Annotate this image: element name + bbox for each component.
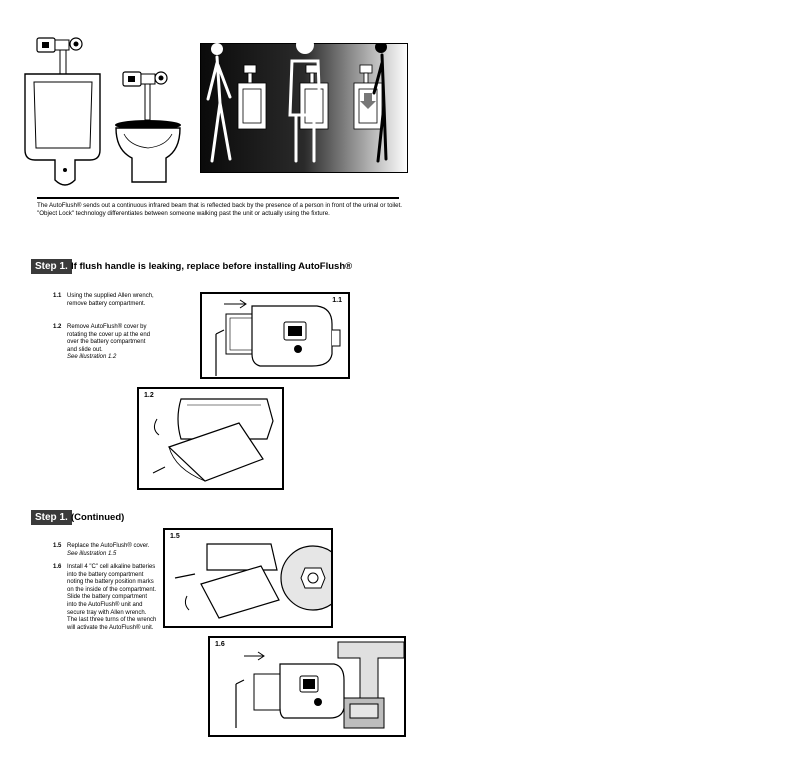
step1-item-5 [53, 543, 163, 561]
figure-1-2 [137, 387, 284, 490]
item-reference: See illustration 1.2 [67, 354, 117, 361]
item-number: 1.6 [53, 564, 62, 570]
step1-item-1 [53, 293, 163, 323]
intro-caption: The AutoFlush® sends out a continuous infrared beam that is reflected back by the presence of a person in front of the urinal or toilet. "Object Lock" technology differentiates between someone walking past the unit or actually using the fixture. [37, 202, 403, 218]
item-text: Remove AutoFlush® cover by rotating the cover up at the end over the battery compartment and slide out. [67, 324, 151, 353]
step1-continued-title: (Continued) [71, 512, 125, 523]
detection-sequence-illustration [200, 43, 408, 173]
section-divider [37, 197, 399, 199]
figure-1-5 [163, 528, 333, 628]
figure-label: 1.1 [332, 297, 342, 304]
urinal-toilet-illustration [20, 30, 200, 190]
cover-removal-drawing [139, 389, 282, 488]
figure-1-6 [208, 636, 406, 737]
battery-removal-drawing [202, 294, 348, 377]
figure-label: 1.6 [215, 641, 225, 648]
figure-label: 1.2 [144, 392, 154, 399]
item-text: Install 4 "C" cell alkaline batteries into the battery compartment noting the battery position marks on the inside of the compartment. Slide the battery compartment into the AutoFlush® unit and secure tray with Allen wrench. The last three turns of the wrench will activate the AutoFlush® unit. [67, 564, 157, 631]
item-number: 1.2 [53, 324, 62, 330]
figure-label: 1.5 [170, 533, 180, 540]
battery-installation-drawing [210, 638, 404, 735]
cover-replacement-drawing [165, 530, 331, 626]
item-reference: See illustration 1.5 [67, 550, 117, 557]
item-text: Replace the AutoFlush® cover. [67, 543, 150, 549]
step1-item-2 [53, 324, 163, 374]
step1-item-6 [53, 564, 163, 674]
step1-title: If flush handle is leaking, replace before installing AutoFlush® [71, 261, 353, 272]
step1-continued-badge: Step 1. [31, 510, 72, 525]
step1-badge: Step 1. [31, 259, 72, 274]
item-number: 1.5 [53, 543, 62, 549]
figure-1-1 [200, 292, 350, 379]
item-number: 1.1 [53, 293, 62, 299]
item-text: Using the supplied Allen wrench, remove battery compartment. [67, 293, 154, 307]
